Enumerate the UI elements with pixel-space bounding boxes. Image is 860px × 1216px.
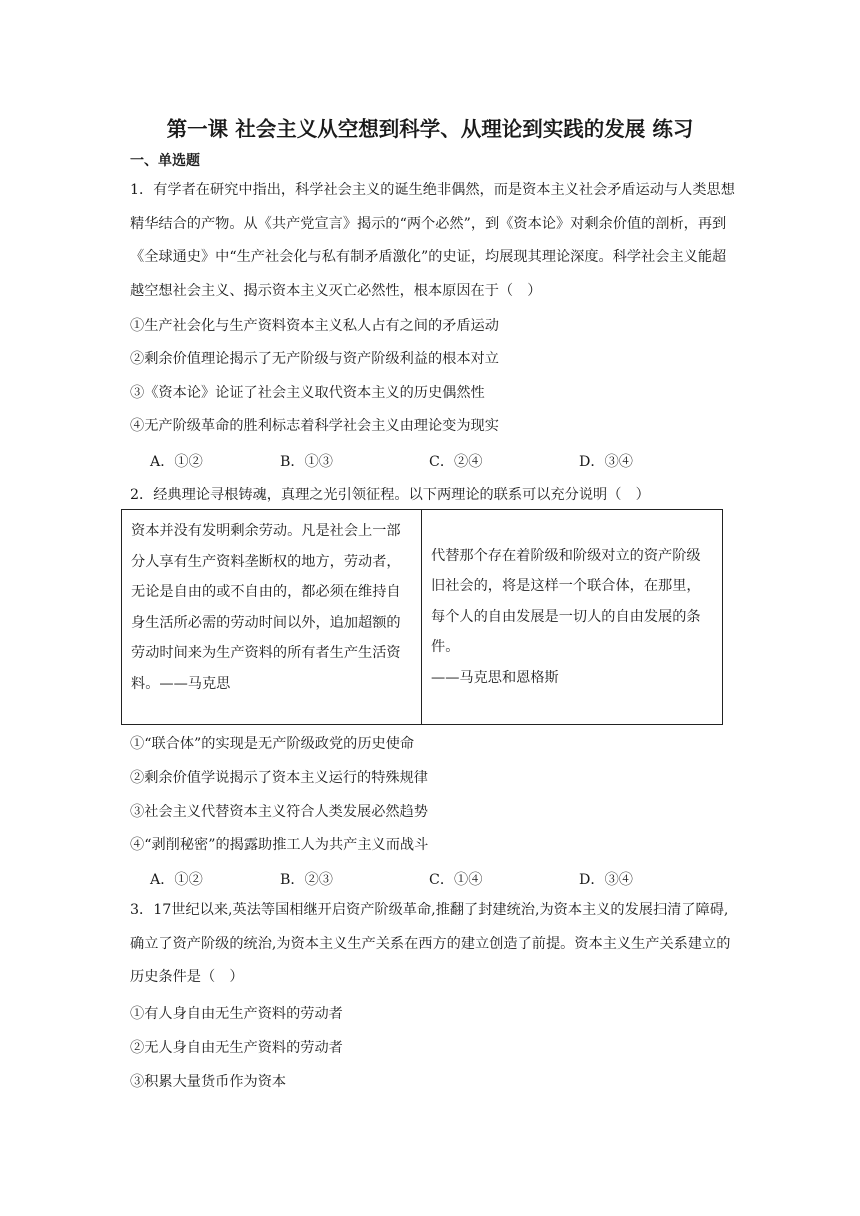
question-3-item: ③积累大量货币作为资本 [130, 1074, 287, 1090]
question-2-item: ④“剥削秘密”的揭露助推工人为共产主义而战斗 [130, 837, 429, 853]
question-3-item: ②无人身自由无生产资料的劳动者 [130, 1040, 343, 1056]
quote-right-cell [422, 510, 723, 725]
section-heading: 一、单选题 [130, 153, 200, 169]
quote-left: 资本并没有发明剩余劳动。凡是社会上一部分人享有生产资料垄断权的地方，劳动者，无论是自由的或不自由的，都必须在维持自身生活所必需的劳动时间以外，追加超额的劳动时间来为生产资料的所有者生产生活资料。——马克思 [122, 510, 422, 725]
quote-table [121, 509, 723, 725]
quote-right: 代替那个存在着阶级和阶级对立的资产阶级旧社会的，将是这样一个联合体，在那里，每个人的自由发展是一切人的自由发展的条件。 [431, 547, 701, 656]
question-1-item: ①生产社会化与生产资料资本主义私人占有之间的矛盾运动 [130, 318, 499, 334]
choice-c[interactable]: C．②④ [429, 454, 483, 470]
question-2-item: ②剩余价值学说揭示了资本主义运行的特殊规律 [130, 770, 428, 786]
document-title: 第一课 社会主义从空想到科学、从理论到实践的发展 练习 [166, 117, 694, 141]
question-1-item: ④无产阶级革命的胜利标志着科学社会主义由理论变为现实 [130, 418, 499, 434]
question-2-item: ①“联合体”的实现是无产阶级政党的历史使命 [130, 736, 415, 752]
question-1-item: ③《资本论》论证了社会主义取代资本主义的历史偶然性 [130, 385, 485, 401]
question-2-stem: 2．经典理论寻根铸魂，真理之光引领征程。以下两理论的联系可以充分说明（ ） [130, 487, 650, 503]
choice-d[interactable]: D．③④ [579, 454, 633, 470]
choice-b[interactable]: B．①③ [280, 454, 333, 470]
choice-d[interactable]: D．③④ [579, 872, 633, 888]
quote-right-author: ——马克思和恩格斯 [431, 669, 559, 686]
question-3-stem: 3．17世纪以来,英法等国相继开启资产阶级革命,推翻了封建统治,为资本主义的发展扫清了障碍,确立了资产阶级的统治,为资本主义生产关系在西方的建立创造了前提。资本主义生产关系建立的历史条件是（ ） [130, 902, 731, 985]
choice-a[interactable]: A．①② [150, 454, 203, 470]
question-3-item: ①有人身自由无生产资料的劳动者 [130, 1006, 343, 1022]
choice-b[interactable]: B．②③ [280, 872, 333, 888]
question-1-item: ②剩余价值理论揭示了无产阶级与资产阶级利益的根本对立 [130, 351, 499, 367]
question-1-stem: 1．有学者在研究中指出，科学社会主义的诞生绝非偶然，而是资本主义社会矛盾运动与人类思想精华结合的产物。从《共产党宣言》揭示的“两个必然”，到《资本论》对剩余价值的剖析，再到《全球通史》中“生产社会化与私有制矛盾激化”的史证，均展现其理论深度。科学社会主义能超越空想社会主义、揭示资本主义灭亡必然性，根本原因在于（ ） [130, 182, 735, 299]
choice-a[interactable]: A．①② [150, 872, 203, 888]
choice-c[interactable]: C．①④ [429, 872, 483, 888]
question-2-item: ③社会主义代替资本主义符合人类发展必然趋势 [130, 804, 428, 820]
